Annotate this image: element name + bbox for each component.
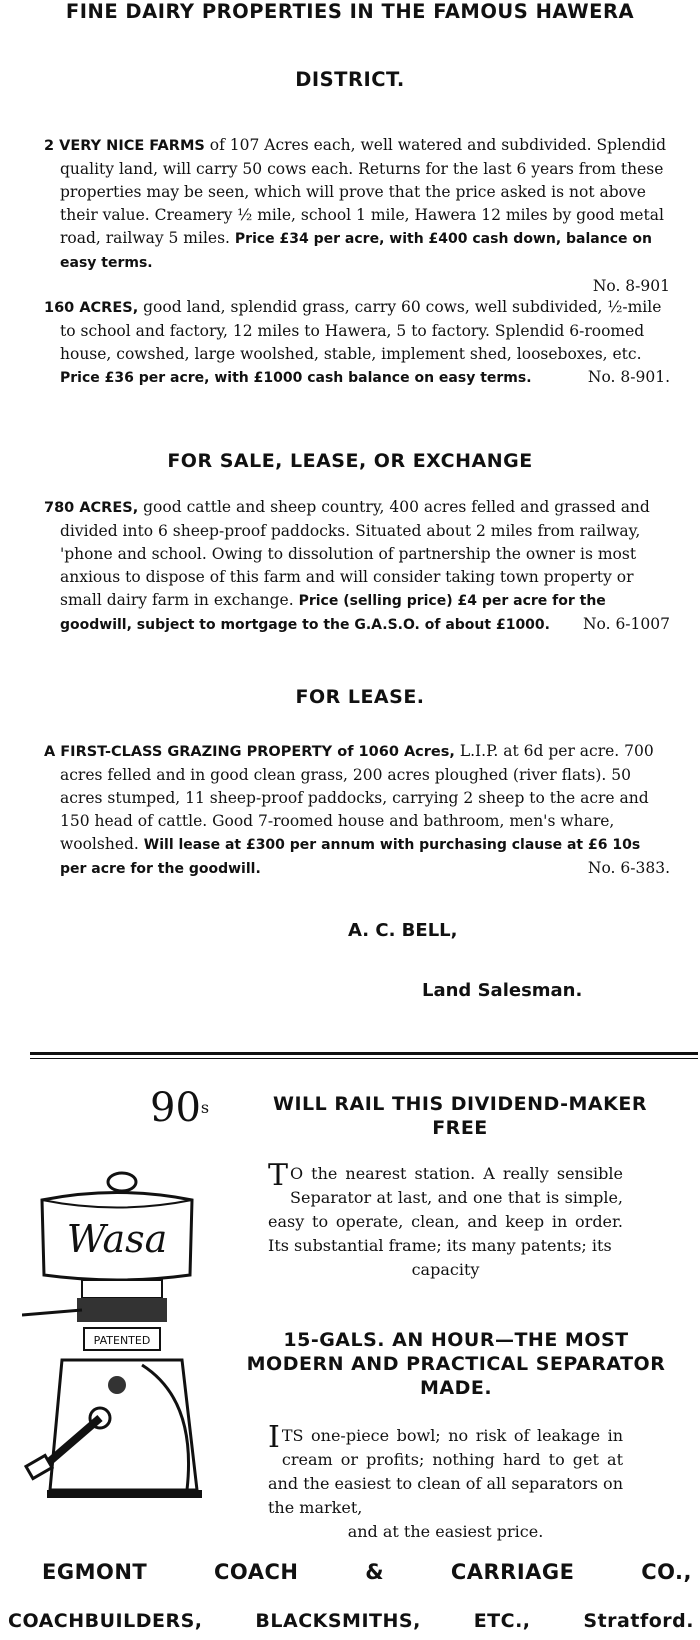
listing-lead: A FIRST-CLASS GRAZING PROPERTY of 1060 Acres, bbox=[44, 744, 455, 760]
description-text: TS one-piece bowl; no risk of leakage in cream or profits; nothing hard to get at and the easiest to clean of all separators on the market, bbox=[268, 1426, 623, 1517]
capacity-line-1: 15-GALS. AN HOUR—THE MOST bbox=[283, 1329, 629, 1351]
listing-ref: No. 6-383. bbox=[587, 859, 670, 877]
listing-ref: No. 6-1007 bbox=[582, 615, 670, 633]
signature-name: A. C. BELL, bbox=[348, 920, 458, 941]
listing-price: Price £34 per acre, with £400 cash down, balance on easy terms. bbox=[60, 231, 652, 271]
signature-role: Land Salesman. bbox=[422, 980, 583, 1001]
patent-label: PATENTED bbox=[93, 1334, 151, 1347]
price-number: 90 bbox=[150, 1085, 201, 1131]
section-heading-lease: FOR LEASE. bbox=[295, 686, 425, 708]
description-text: O the nearest station. A really sensible Separator at last, and one that is simple, easy to operate, clean, and keep in order. Its substantial frame; its many patents; its bbox=[268, 1164, 623, 1255]
divider-rule bbox=[30, 1052, 698, 1055]
listing-price: Price (selling price) £4 per acre for the goodwill, subject to mortgage to the G.A.S.O. of about £1000. bbox=[60, 593, 606, 633]
rail-headline-line2: FREE bbox=[432, 1117, 488, 1139]
listing-price: Price £36 per acre, with £1000 cash balance on easy terms. bbox=[60, 370, 532, 386]
rail-headline bbox=[225, 1092, 695, 1140]
listing-2 bbox=[22, 296, 670, 390]
trade-word: ETC., bbox=[473, 1610, 531, 1632]
listing-ref: No. 8-901 bbox=[592, 277, 670, 295]
ad-title: FINE DAIRY PROPERTIES IN THE FAMOUS HAWERA bbox=[65, 0, 635, 23]
description-end: capacity bbox=[411, 1260, 480, 1279]
price-tag bbox=[150, 1085, 210, 1131]
listing-4 bbox=[22, 740, 670, 881]
listing-text: of 107 Acres each, well watered and subdivided. Splendid quality land, will carry 50 cows each. Returns for the last 6 years from these properties may be seen, which will prove that the price asked is not above their value. Creamery ½ mile, school 1 mile, Hawera 12 miles by good metal road, railway 5 miles. bbox=[60, 136, 666, 247]
dropcap: T bbox=[268, 1158, 289, 1193]
company-name bbox=[42, 1560, 692, 1584]
listing-lead: 2 VERY NICE FARMS bbox=[44, 138, 205, 154]
capacity-line-3: MADE. bbox=[419, 1377, 493, 1399]
company-word: & bbox=[365, 1560, 385, 1584]
listing-1 bbox=[22, 134, 670, 298]
cream-separator-illustration bbox=[22, 1160, 212, 1500]
company-trades bbox=[8, 1610, 694, 1632]
section-heading-sale: FOR SALE, LEASE, OR EXCHANGE bbox=[167, 450, 533, 472]
company-word: CARRIAGE bbox=[450, 1560, 575, 1584]
dropcap: I bbox=[268, 1420, 280, 1455]
listing-3 bbox=[22, 496, 670, 637]
company-word: COACH bbox=[214, 1560, 299, 1584]
description-end: and at the easiest price. bbox=[347, 1522, 544, 1541]
company-word: EGMONT bbox=[42, 1560, 148, 1584]
brand-label: Wasa bbox=[66, 1217, 168, 1261]
capacity-headline bbox=[212, 1328, 700, 1400]
rail-headline-line1: WILL RAIL THIS DIVIDEND-MAKER bbox=[273, 1093, 647, 1115]
trade-word: COACHBUILDERS, bbox=[8, 1610, 203, 1632]
trade-word: BLACKSMITHS, bbox=[255, 1610, 421, 1632]
listing-text: good land, splendid grass, carry 60 cows, well subdivided, ½-mile to school and factory, 12 miles to Hawera, 5 to factory. Splendid 6-roomed house, cowshed, large woolshed, stable, implement shed, looseboxes, etc. bbox=[60, 298, 662, 363]
price-unit: s bbox=[200, 1098, 210, 1117]
trade-location: Stratford. bbox=[583, 1610, 694, 1632]
listing-ref: No. 8-901. bbox=[587, 368, 670, 386]
company-word: CO., bbox=[641, 1560, 692, 1584]
listing-lead: 160 ACRES, bbox=[44, 300, 139, 316]
capacity-line-2: MODERN AND PRACTICAL SEPARATOR bbox=[246, 1353, 666, 1375]
listing-price: Will lease at £300 per annum with purchasing clause at £6 10s per acre for the goodwill. bbox=[60, 837, 641, 877]
divider-rule-thin bbox=[30, 1058, 698, 1059]
ad-subtitle: DISTRICT. bbox=[295, 68, 405, 91]
separator-description-2 bbox=[268, 1420, 623, 1544]
separator-description-1 bbox=[268, 1158, 623, 1282]
listing-lead: 780 ACRES, bbox=[44, 500, 139, 516]
listing-text: good cattle and sheep country, 400 acres felled and grassed and divided into 6 sheep-proof paddocks. Situated about 2 miles from railway, 'phone and school. Owing to dissolution of partnership the owner is most anxious to dispose of this farm and will consider taking town property or small dairy farm in exchange. bbox=[60, 498, 650, 609]
listing-text: L.I.P. at 6d per acre. 700 acres felled and in good clean grass, 200 acres ploughed (river flats). 50 acres stumped, 11 sheep-proof paddocks, carrying 2 sheep to the acre and 150 head of cattle. Good 7-roomed house and bathroom, men's whare, woolshed. bbox=[60, 742, 654, 853]
